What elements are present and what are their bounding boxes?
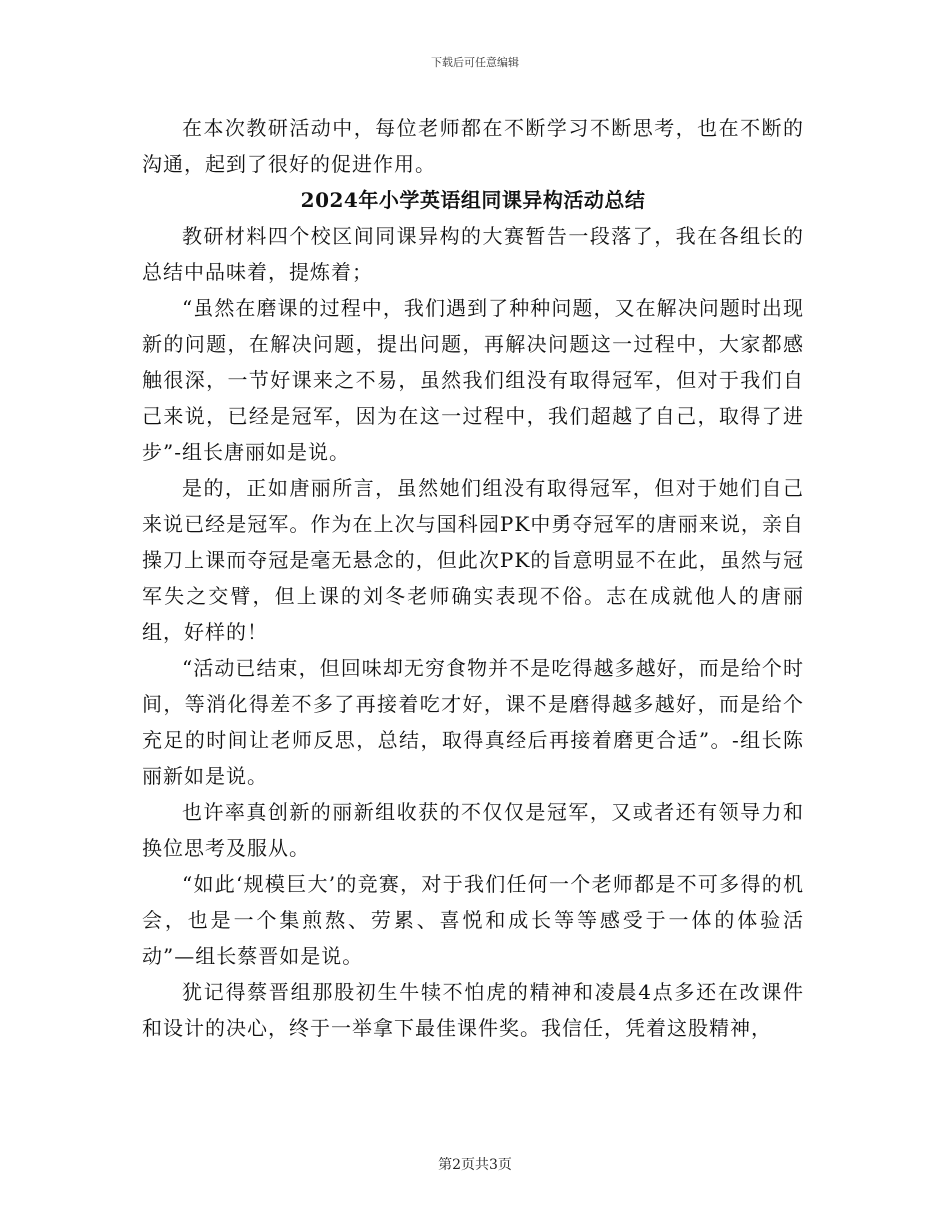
document-body: [142, 110, 804, 1046]
intro-paragraph: 在本次教研活动中，每位老师都在不断学习不断思考，也在不断的沟通，起到了很好的促进作用。: [142, 116, 804, 176]
paragraph: “虽然在磨课的过程中，我们遇到了种种问题，又在解决问题时出现新的问题，在解决问题，提出问题，再解决问题这一过程中，大家都感触很深，一节好课来之不易，虽然我们组没有取得冠军，但对于我们自己来说，已经是冠军，因为在这一过程中，我们超越了自己，取得了进步”-组长唐丽如是说。: [142, 296, 804, 464]
paragraph: 犹记得蔡晋组那股初生牛犊不怕虎的精神和凌晨4点多还在改课件和设计的决心，终于一举拿下最佳课件奖。我信任，凭着这股精神，: [142, 980, 804, 1040]
paragraph: “如此‘规模巨大’的竞赛，对于我们任何一个老师都是不可多得的机会，也是一个集煎熬、劳累、喜悦和成长等等感受于一体的体验活动”—组长蔡晋如是说。: [142, 872, 804, 968]
paragraph: “活动已结束，但回味却无穷食物并不是吃得越多越好，而是给个时间，等消化得差不多了再接着吃才好，课不是磨得越多越好，而是给个充足的时间让老师反思，总结，取得真经后再接着磨更合适”。-组长陈丽新如是说。: [142, 656, 804, 788]
section-title: 2024年小学英语组同课异构活动总结: [300, 188, 646, 212]
paragraph: 是的，正如唐丽所言，虽然她们组没有取得冠军，但对于她们自己来说已经是冠军。作为在上次与国科园PK中勇夺冠军的唐丽来说，亲自操刀上课而夺冠是毫无悬念的，但此次PK的旨意明显不在此，虽然与冠军失之交臂，但上课的刘冬老师确实表现不俗。志在成就他人的唐丽组，好样的！: [142, 476, 804, 644]
paragraph: 也许率真创新的丽新组收获的不仅仅是冠军，又或者还有领导力和换位思考及服从。: [142, 800, 804, 860]
page-number-footer: 第2页共3页: [438, 1157, 512, 1173]
paragraph: 教研材料四个校区间同课异构的大赛暂告一段落了，我在各组长的总结中品味着，提炼着；: [142, 224, 804, 284]
page-header-note: 下载后可任意编辑: [431, 56, 519, 69]
